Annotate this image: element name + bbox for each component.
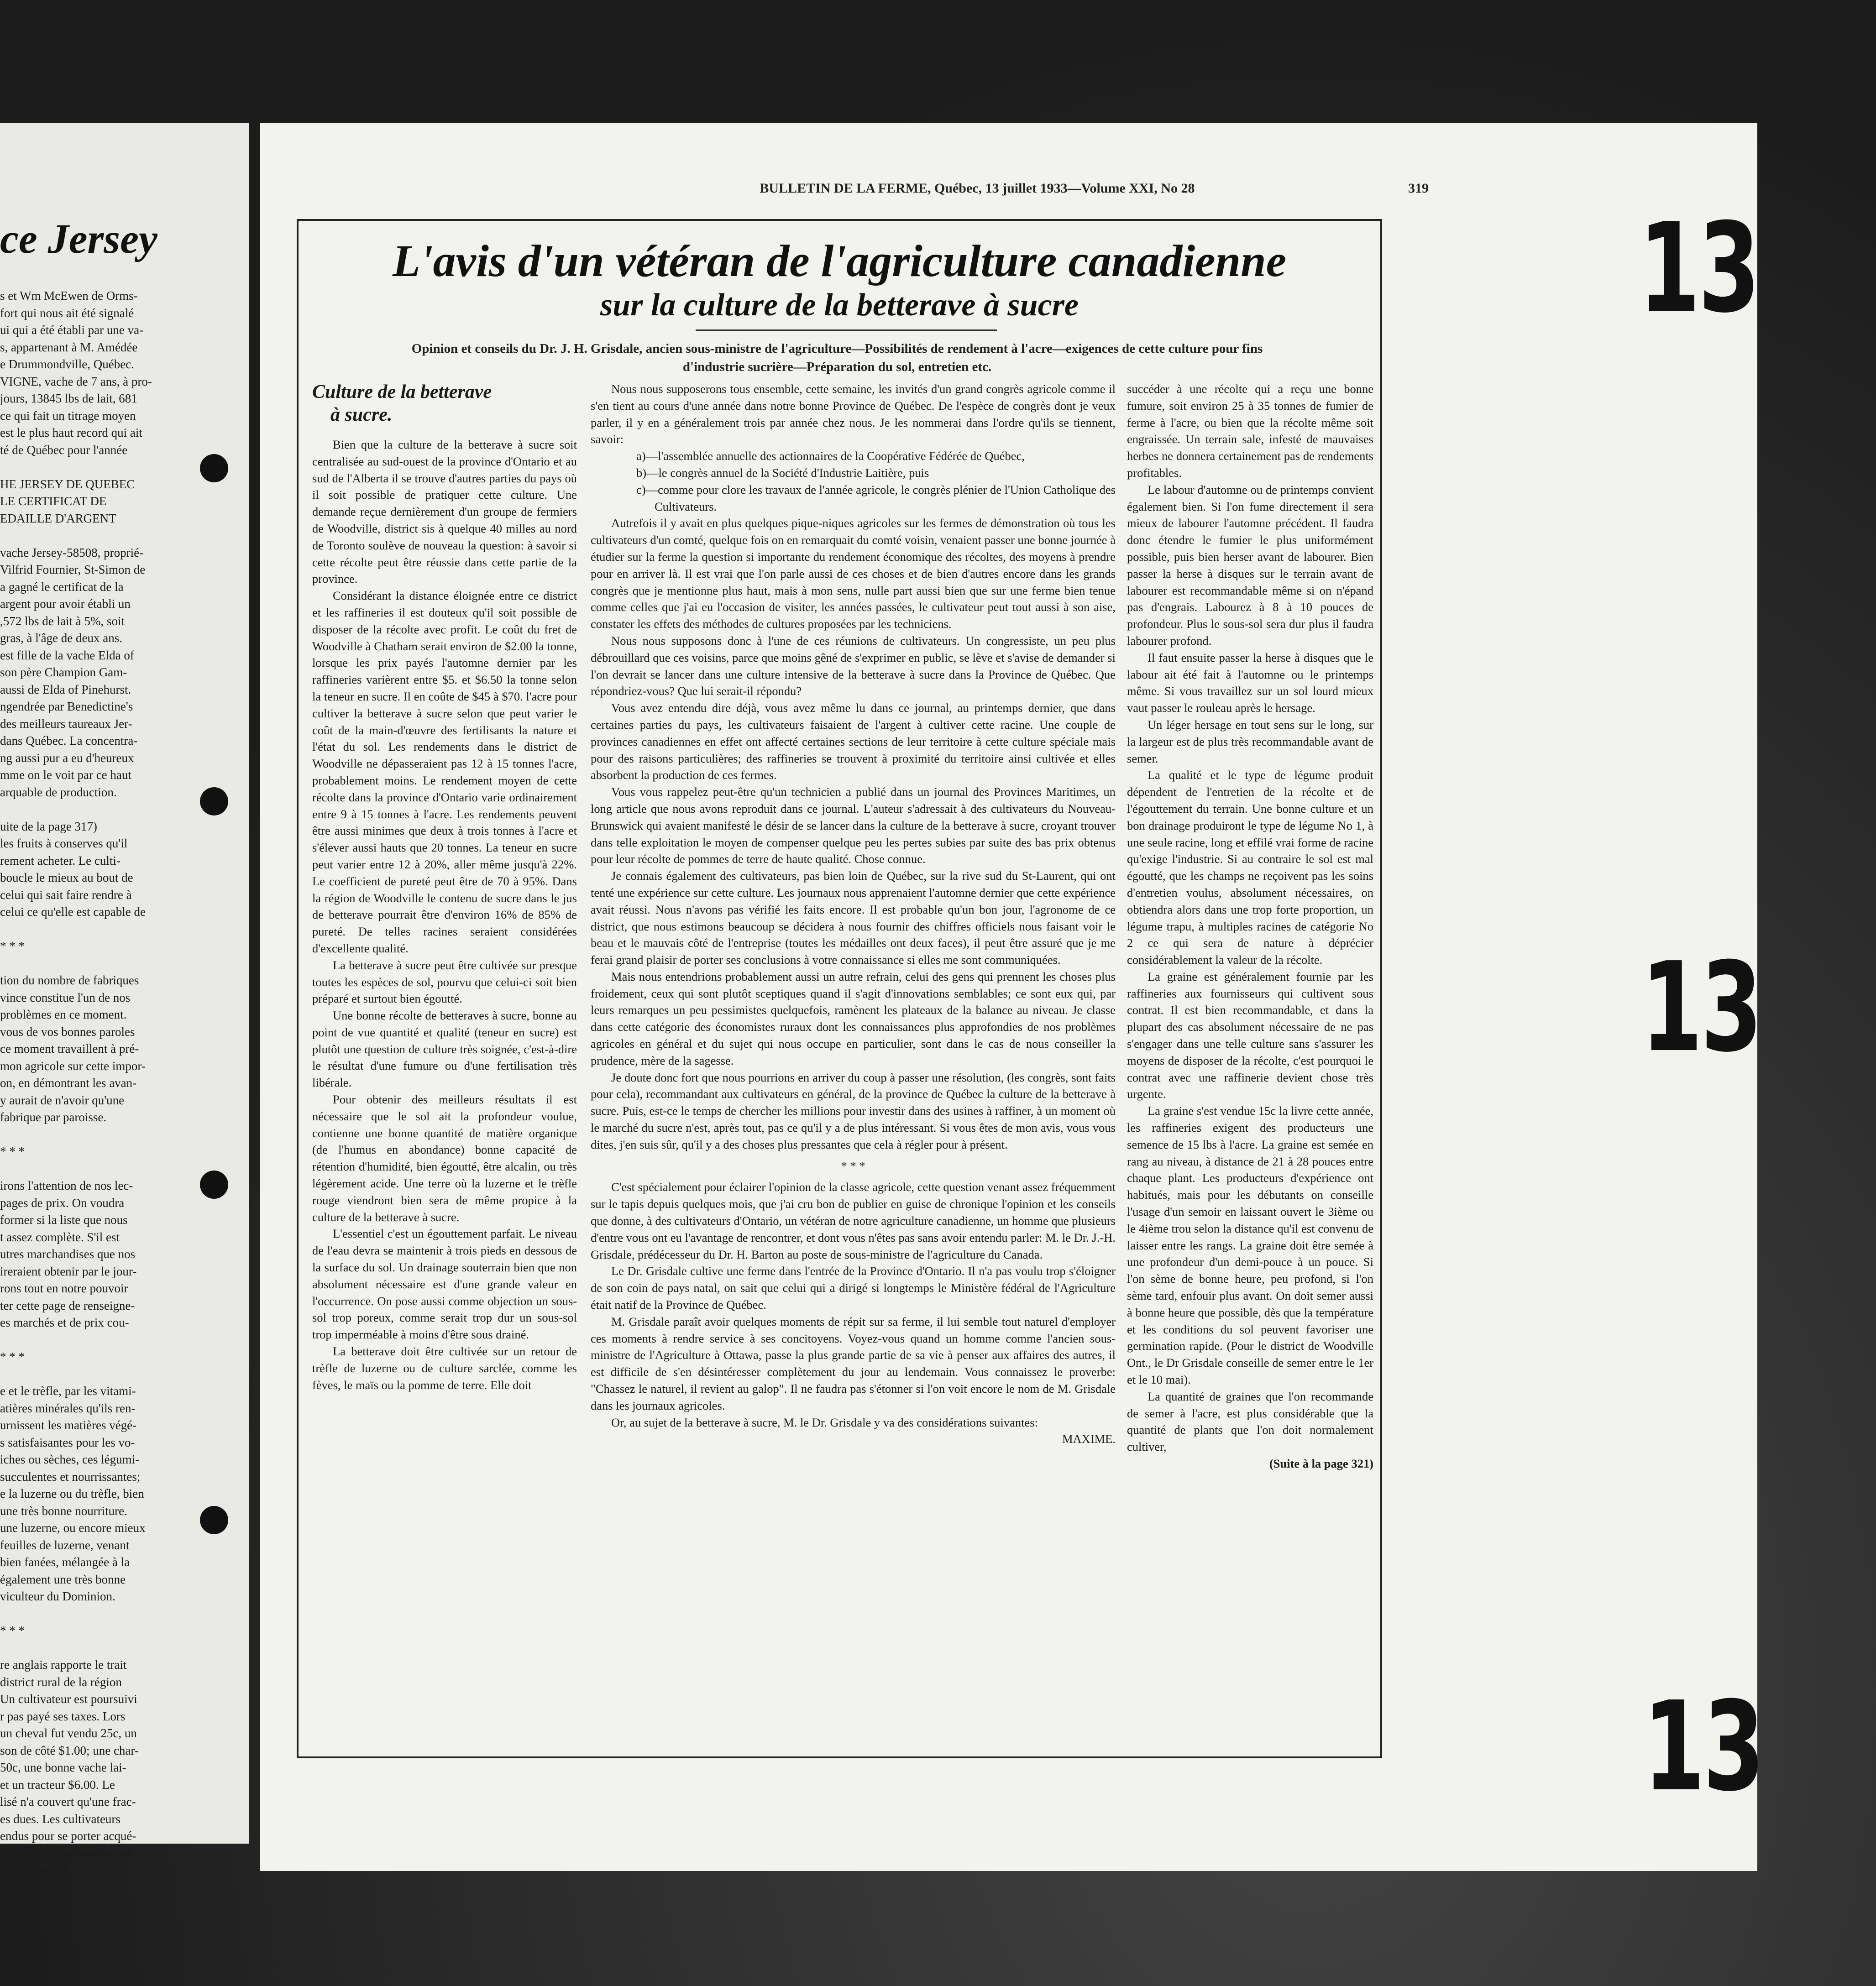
paragraph: L'essentiel c'est un égouttement parfait. Le niveau de l'eau devra se maintenir à trois pieds en dessous de la surface du sol. Un drainage souterrain bien que non absolument nécessaire est d'une grande valeur en l'occurrence. On pose aussi comme objection un sous-sol trop poreux, comme serait trop dur un sous-sol trop imperméable à moins d'être sous drainé. bbox=[312, 1227, 577, 1342]
punch-hole bbox=[200, 1506, 228, 1534]
newspaper-page bbox=[260, 123, 1763, 1871]
article-title: L'avis d'un vétéran de l'agriculture canadienne bbox=[392, 235, 1287, 286]
list-item: b)—le congrès annuel de la Société d'Industrie Laitière, puis bbox=[636, 465, 929, 480]
section-separator: * * * bbox=[841, 1159, 865, 1173]
article-subtitle: sur la culture de la betterave à sucre bbox=[600, 287, 1079, 323]
paragraph: Une bonne récolte de betteraves à sucre, bonne au point de vue quantité et qualité (teneur en sucre) est plutôt une question de culture très soignée, c'est-à-dire le résultat d'une fumure ou d'une fertilisation très libérale. bbox=[312, 1009, 577, 1090]
paragraph: Je doute donc fort que nous pourrions en arriver du coup à passer une résolution, (les congrès, sont faits pour cela), recommandant aux cultivateurs en général, de la province de Québec la culture de la betterave à sucre. Puis, est-ce le temps de chercher les millions pour investir dans des usines à raffiner, à un moment où le marché du sucre n'est, après tout, pas ce qu'il y a de plus intéressant. Si vous êtes de mon avis, vous vous dites, j'en suis sûr, qu'il y a des choses plus pressantes que cela à régler pour à présent. bbox=[591, 1070, 1116, 1151]
paragraph: La qualité et le type de légume produit dépendent de l'entretien de la récolte et de l'égouttement du terrain. Une bonne culture et un bon drainage produiront le type de légume No 1, à une seule racine, long et effilé vrai forme de racine qu'exige l'industrie. Si au contraire le sol est mal égoutté, que les champs ne reçoivent pas les soins d'entretien voulus, absolument nécessaires, on obtiendra alors dans une trop forte proportion, un légume trapu, à multiples racines de catégorie No 2 ce qui sera de nature à déprécier considérablement la valeur de la récolte. bbox=[1127, 768, 1373, 967]
paragraph: Nous nous supposerons tous ensemble, cette semaine, les invités d'un grand congrès agricole comme il s'en tient au cours d'une année dans notre bonne Province de Québec. De l'espèce de congrès dont je veux parler, il y en a généralement trois par année chez nous. Je les nommerai dans l'ordre qu'ils se tiennent, savoir: bbox=[591, 382, 1116, 446]
paragraph: Vous vous rappelez peut-être qu'un technicien a publié dans un journal des Provinces Maritimes, un long article que nous avons reproduit dans ce journal. L'auteur s'adressait à des cultivateurs du Nouveau-Brunswick qui avaient manifesté le désir de se lancer dans la culture de la betterave à sucre, croyant trouver dans telle exploitation le moyen de compenser quelque peu les pertes subies par suite des bas prix obtenus pour leur récolte de pommes de terre de haute qualité. Chose connue. bbox=[591, 785, 1116, 866]
page-number: 319 bbox=[1408, 181, 1429, 196]
column-2 bbox=[591, 381, 1116, 1448]
column-3 bbox=[1127, 381, 1373, 1472]
left-page-text: s et Wm McEwen de Orms- fort qui nous ait été signalé ui qui a été établi par une va- s, appartenant à M. Amédée e Drummondville, Québec. VIGNE, vache de 7 ans, à pro- jours, 13845 lbs de lait, 681 ce qui fait un titrage moyen est le plus haut record qui ait té de Québec pour l'année HE JERSEY DE QUEBEC LE CERTIFICAT DE EDAILLE D'ARGENT vache Jersey-58508, proprié- Vilfrid Fournier, St-Simon de a gagné le certificat de la argent pour avoir établi un ,572 lbs de lait à 5%, soit gras, à l'âge de deux ans. est fille de la vache Elda of son père Champion Gam- aussi de Elda of Pinehurst. ngendrée par Benedictine's des meilleurs taureaux Jer- dans Québec. La concentra- ng aussi pur a eu d'heureux mme on le voit par ce haut arquable de production. uite de la page 317) les fruits à conserves qu'il rement acheter. Le culti- boucle le mieux au bout de celui qui sait faire rendre à celui ce qu'elle est capable de * * * tion du nombre de fabriques vince constitue l'un de nos problèmes en ce moment. vous de vos bonnes paroles ce moment travaillent à pré- mon agricole sur cette impor- on, en démontrant les avan- y aurait de n'avoir qu'une fabrique par paroisse. * * * irons l'attention de nos lec- pages de prix. On voudra former si la liste que nous t assez complète. S'il est utres marchandises que nos ireraient obtenir par le jour- rons tout en notre pouvoir ter cette page de renseigne- es marchés et de prix cou- * * * e et le trèfle, par les vitami- atières minérales qu'ils ren- urnissent les matières végé- s satisfaisantes pour les vo- iches ou sèches, ces légumi- succulentes et nourrissantes; e la luzerne ou du trèfle, bien une très bonne nourriture. une luzerne, ou encore mieux feuilles de luzerne, venant bien fanées, mélangée à la également une très bonne viculteur du Dominion. * * * re anglais rapporte le trait district rural de la région Un cultivateur est poursuivi r pas payé ses taxes. Lors un cheval fut vendu 25c, un son de côté $1.00; une char- 50c, une bonne vache lai- et un tracteur $6.00. Le lisé n'a couvert qu'une frac- es dues. Les cultivateurs endus pour se porter acqué- ts saisis, et remirent le tout yen poursuivi. F. P. bbox=[0, 289, 152, 1911]
signature: MAXIME. bbox=[1062, 1432, 1116, 1446]
paragraph: Le labour d'automne ou de printemps convient également bien. Si l'on fume directement il sera mieux de labourer l'automne précédent. Il faudra donc étendre le fumier le plus uniformément possible, puis bien herser avant de labourer. Bien passer la herse à disques sur le terrain avant de labourer est recommandable même si on n'épand pas d'engrais. Labourez à 8 à 10 pouces de profondeur. Plus le sous-sol sera dur plus il faudra labourer profond. bbox=[1127, 482, 1373, 648]
column-1 bbox=[312, 381, 577, 1393]
paragraph: C'est spécialement pour éclairer l'opinion de la classe agricole, cette question venant assez fréquemment sur le tapis depuis quelques mois, que j'ai cru bon de publier en guise de chronique l'opinion et les conseils que donne, à des cultivateurs d'Ontario, un vétéran de notre agriculture canadienne, un homme que plusieurs d'entre vous ont eu l'avantage de rencontrer, et dont vous n'êtes pas sans avoir entendu parler: M. le Dr. J.-H. Grisdale, prédécesseur du Dr. H. Barton au poste de sous-ministre de l'agriculture du Canada. bbox=[591, 1180, 1116, 1261]
paragraph: Or, au sujet de la betterave à sucre, M. le Dr. Grisdale y va des considérations suivantes: bbox=[611, 1415, 1038, 1429]
page-strip-number: 13 bbox=[1641, 936, 1761, 1079]
paragraph: Bien que la culture de la betterave à sucre soit centralisée au sud-ouest de la province d'Ontario et au sud de l'Alberta il se trouve d'autres parties du pays où il soit possible de pratiquer cette culture. Une demande reçue dernièrement d'un groupe de fermiers de Woodville, district sis à quelque 40 milles au nord de Toronto soulève de nouveau la question: à savoir si cette récolte peut être réussie dans cette partie de la province. bbox=[312, 438, 577, 586]
paragraph: La graine est généralement fournie par les raffineries aux fournisseurs qui cultivent sous contrat. Il est bien recommandable, et dans la plupart des cas absolument nécessaire de ne pas s'engager dans une telle culture sans s'assurer les moyens de disposer de la récolte, c'est pourquoi le contrat avec une raffinerie devient chose très urgente. bbox=[1127, 969, 1373, 1101]
paragraph: M. Grisdale paraît avoir quelques moments de répit sur sa ferme, il lui semble tout naturel d'employer ces moments à rendre service à ses concitoyens. Voyez-vous quand un homme comme l'ancien sous-ministre de l'Agriculture à Ottawa, passe la plus grande partie de sa vie à penser aux affaires des autres, il est difficile de s'en désintéresser complètement du jour au lendemain. Vous connaissez le proverbe: "Chassez le naturel, il revient au galop". Il ne faudra pas s'étonner si l'on voit encore le nom de M. Grisdale dans les journaux agricoles. bbox=[591, 1314, 1116, 1412]
article-frame bbox=[297, 219, 1382, 1758]
paragraph: Considérant la distance éloignée entre ce district et les raffineries il est douteux qu'il soit possible de disposer de la récolte avec profit. Le coût du fret de Woodville à Chatham serait environ de $2.00 la tonne, lorsque les prix payés l'automne dernier par les raffineries varièrent entre $5. et $6.50 la tonne selon la teneur en sucre. Il en coûte de $45 à $70. l'acre pour cultiver la betterave à sucre selon que peut varier le coût de la main-d'œuvre des fertilisants la nature et l'état du sol. Les rendements dans le district de Woodville ne dépasseraient pas 12 à 15 tonnes l'acre, probablement moins. Le rendement moyen de cette récolte dans la province d'Ontario varie ordinairement entre 9 à 15 tonnes à l'acre. Les rendements peuvent être aussi minimes que deux à trois tonnes à l'acre et s'élever aussi hauts que 20 tonnes. La teneur en sucre peut varier entre 12 à 20%, aller même jusqu'à 22%. Le coefficient de pureté peut être de 70 à 95%. Dans la région de Woodville le contenu de sucre dans le jus de betterave pourrait être d'environ 16% de 85% de pureté. De telles racines seraient considérées d'excellente qualité. bbox=[312, 589, 577, 955]
paragraph: La betterave à sucre peut être cultivée sur presque toutes les espèces de sol, pourvu que celui-ci soit bien préparé et surtout bien égoutté. bbox=[312, 958, 577, 1006]
section-heading-line2: à sucre. bbox=[330, 404, 393, 425]
punch-hole bbox=[200, 787, 228, 815]
punch-hole bbox=[200, 454, 228, 482]
paragraph: La betterave doit être cultivée sur un retour de trèfle de luzerne ou de culture sarclée, comme les fèves, le maïs ou la pomme de terre. Elle doit bbox=[312, 1344, 577, 1392]
paragraph: Je connais également des cultivateurs, pas bien loin de Québec, sur la rive sud du St-Laurent, qui ont tenté une expérience sur cette culture. Les journaux nous apprenaient l'automne dernier que cette expérience avait réussi. Nous n'avons pas vérifié les faits encore. Il est probable qu'un bon jour, l'agronome de ce district, que nous estimons beaucoup se décidera à nous fournir des chiffres officiels nous faisant voir le beau et le mauvais côté de l'entreprise (toutes les médailles ont deux faces), il peut être assuré que je me ferai grand plaisir de porter ses conclusions à votre connaissance si elles me sont communiquées. bbox=[591, 869, 1116, 967]
left-page-title-fragment: ce Jersey bbox=[0, 215, 157, 262]
paragraph: La graine s'est vendue 15c la livre cette année, les raffineries exigent des producteurs une semence de 15 lbs à l'acre. La graine est semée en rang au niveau, à distance de 21 à 28 pouces entre chaque plant. Les producteurs d'expérience ont habitués, mais pour les débutants on conseille l'usage d'un semoir en laissant ouvert le 3ième ou le 4ième trou selon la distance qu'il est convenu de laisser entre les rangs. La graine doit être semée à une profondeur d'un demi-pouce à un pouce. Si l'on sème de bonne heure, peu profond, si l'on sème tard, enfouir plus avant. On doit semer aussi à bonne heure que possible, dès que la température et les conditions du sol peuvent favoriser une germination rapide. (Pour le district de Woodville Ont., le Dr Grisdale conseille de semer entre le 1er et le 10 mai). bbox=[1127, 1104, 1373, 1387]
paragraph: Mais nous entendrions probablement aussi un autre refrain, celui des gens qui prennent les choses plus froidement, ceux qui sont plutôt sceptiques quand il s'agit d'innovations semblables; ce sont eux qui, par leurs remarques un peu pessimistes quelquefois, ramènent les plateaux de la balance au niveau. Je classe dans cette catégorie des économistes ruraux dont les connaissances plus approfondies de nos problèmes agricoles en général et du sujet qui nous occupe en particulier, sont dans le cas de nous conseiller la prudence, mère de la sagesse. bbox=[591, 969, 1116, 1067]
running-head bbox=[260, 181, 1429, 196]
congress-list bbox=[636, 448, 1116, 515]
paragraph: succéder à une récolte qui a reçu une bonne fumure, soit environ 25 à 35 tonnes de fumier de ferme à l'acre, ou bien que la récolte même soit engraissée. Un terrain sale, infesté de mauvaises herbes ne donnera certainement pas de rendements profitables. bbox=[1127, 382, 1373, 480]
paragraph: Pour obtenir des meilleurs résultats il est nécessaire que le sol ait la profondeur voulue, contienne une bonne quantité de matière organique (de l'humus en abondance) bonne capacité de rétention d'humidité, bien égoutté, être alcalin, ou très légèrement acide. Une terre où la luzerne et le trèfle rouge viendront bien sera de même propice à la culture de la betterave à sucre. bbox=[312, 1092, 577, 1224]
paragraph: Il faut ensuite passer la herse à disques que le labour ait été fait à l'automne ou le printemps même. Si vous travaillez sur un sol lourd mieux vaut passer le rouleau après le hersage. bbox=[1127, 650, 1373, 715]
list-item: c)—comme pour clore les travaux de l'année agricole, le congrès plénier de l'Union Catholique des Cultivateurs. bbox=[636, 482, 1116, 513]
paragraph: Vous avez entendu dire déjà, vous avez même lu dans ce journal, au printemps dernier, que dans certaines parties du pays, les cultivateurs faisaient de l'argent à cultiver cette racine. Une couple de provinces canadiennes en effet ont affecté certaines sections de leur territoire à cette culture spéciale mais pour des raisons particulières; des raffineries se trouvent à proximité du territoire ainsi cultivée et elles absorbent la production de ces fermes. bbox=[591, 701, 1116, 782]
page-strip-number: 13 bbox=[1639, 196, 1758, 340]
paragraph: La quantité de graines que l'on recommande de semer à l'acre, est plus considérable que la quantité de plants que l'on doit normalement cultiver, bbox=[1127, 1389, 1373, 1454]
paragraph: Le Dr. Grisdale cultive une ferme dans l'entrée de la Province d'Ontario. Il n'a pas voulu trop s'éloigner de son coin de pays natal, on sait que celui qui a dirigé si longtemps le Ministère fédéral de l'Agriculture était natif de la Province de Québec. bbox=[591, 1264, 1116, 1312]
paragraph: Autrefois il y avait en plus quelques pique-niques agricoles sur les fermes de démonstration où tous les cultivateurs d'un comté, quelque fois on en remarquait du comté voisin, venaient passer une bonne journée à étudier sur la ferme la question si importante du rendement économique des récoltes, des moyens à prendre pour en arriver là. Il est vrai que l'on parle aussi de ces choses et de bien d'autres encore dans les grands congrès que je mentionne plus haut, mais à mon sens, nulle part aussi bien que sur une ferme bien tenue comme celles que j'ai eu l'occasion de visiter, les années passées, le cultivateur peut tout aussi à son aise, constater les effets des méthodes de cultures proposées par les techniciens. bbox=[591, 516, 1116, 631]
left-adjacent-page bbox=[0, 123, 249, 1911]
running-head-text: BULLETIN DE LA FERME, Québec, 13 juillet 1933—Volume XXI, No 28 bbox=[760, 181, 1195, 196]
section-heading-line1: Culture de la betterave bbox=[312, 382, 492, 402]
article-deck: Opinion et conseils du Dr. J. H. Grisdale, ancien sous-ministre de l'agriculture—Possibilités de rendement à l'acre—exigences de cette culture pour fins d'industrie sucrière—Préparation du sol, entretien etc. bbox=[411, 341, 1263, 374]
list-item: a)—l'assemblée annuelle des actionnaires de la Coopérative Fédérée de Québec, bbox=[636, 449, 1025, 463]
punch-hole bbox=[200, 1171, 228, 1199]
page-strip-number: 13 bbox=[1643, 1675, 1763, 1819]
section-heading bbox=[312, 381, 577, 426]
paragraph: Nous nous supposons donc à l'une de ces réunions de cultivateurs. Un congressiste, un peu plus débrouillard que ces voisins, parce que moins gêné de s'exprimer en public, se lève et s'avise de demander si l'on devrait se lancer dans une culture intensive de la betterave à sucre dans la Province de Québec. Que répondriez-vous? Que lui serait-il répondu? bbox=[591, 633, 1116, 698]
paragraph: Un léger hersage en tout sens sur le long, sur la largeur est de plus très recommandable avant de semer. bbox=[1127, 717, 1373, 765]
title-rule bbox=[696, 329, 997, 331]
continued-note: (Suite à la page 321) bbox=[1269, 1457, 1373, 1470]
